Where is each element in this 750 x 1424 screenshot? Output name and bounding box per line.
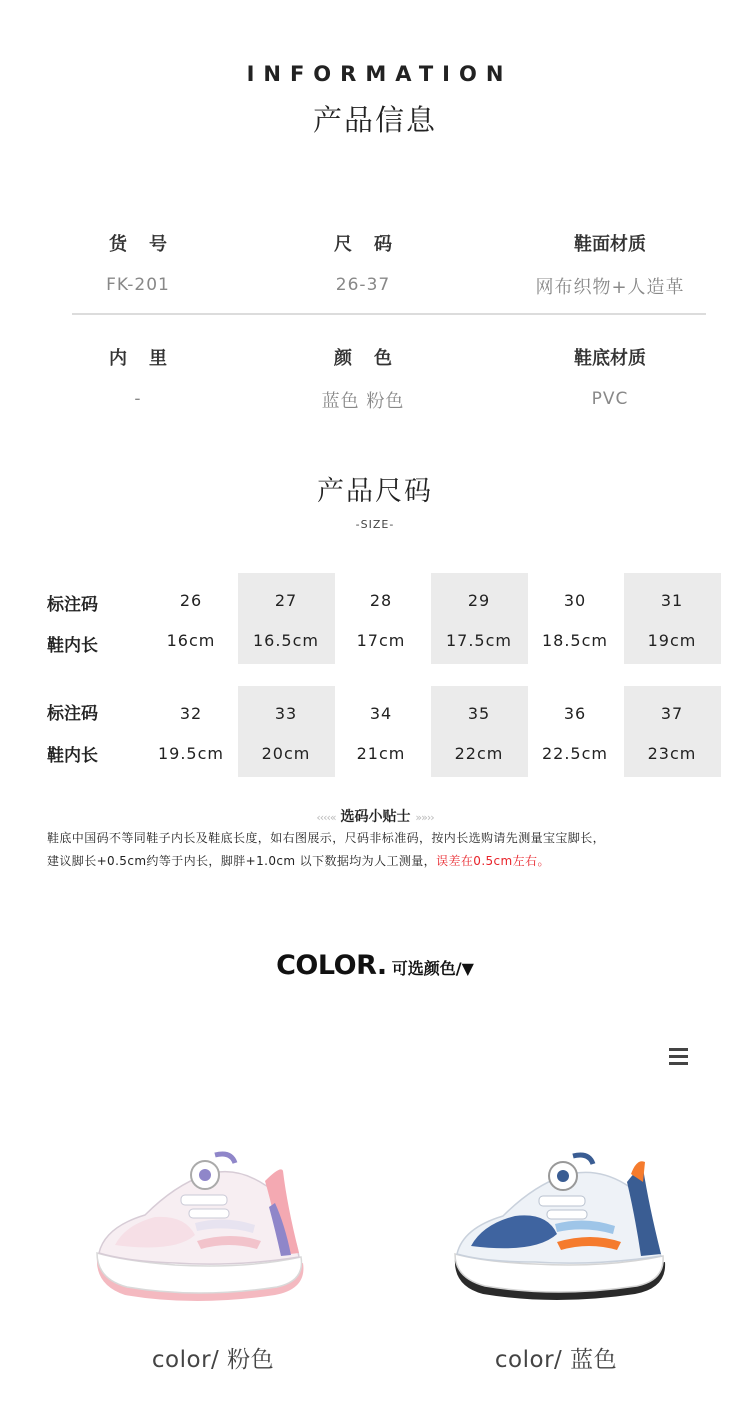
size-subtitle: -SIZE- (355, 518, 395, 531)
length-cell: 18.5cm (541, 631, 608, 650)
info-value-sole: PVC (591, 389, 629, 409)
size-cell: 26 (179, 591, 203, 610)
size-cell: 36 (563, 704, 587, 723)
row-label-length: 鞋内长 (47, 636, 98, 656)
size-cell: 34 (369, 704, 393, 723)
info-label-item-no: 货号 (109, 234, 189, 255)
info-label-lining: 内里 (109, 348, 189, 369)
length-cell: 21cm (356, 744, 406, 763)
length-cell: 22.5cm (541, 744, 608, 763)
tips-title (0, 806, 750, 826)
length-cell: 23cm (647, 744, 697, 763)
info-value-size: 26-37 (335, 275, 391, 295)
length-cell: 19cm (647, 631, 697, 650)
tips-line-2-warning: 误差在0.5cm左右。 (436, 854, 550, 868)
size-title: 产品尺码 (317, 476, 433, 507)
info-label-sole: 鞋底材质 (574, 348, 646, 369)
info-divider (72, 313, 706, 315)
row-label-length: 鞋内长 (47, 746, 98, 766)
info-value-upper: 网布织物+人造革 (535, 277, 685, 298)
length-cell: 19.5cm (157, 744, 224, 763)
info-value-item-no: FK-201 (106, 275, 170, 295)
tips-line-1: 鞋底中国码不等同鞋子内长及鞋底长度，如右图展示，尺码非标准码，按内长选购请先测量宝宝脚长， (47, 831, 606, 845)
tips-line-2-normal: 建议脚长+0.5cm约等于内长，脚胖+1.0cm 以下数据均为人工测量， (47, 854, 437, 868)
length-cell: 22cm (454, 744, 504, 763)
shade-column (238, 573, 335, 664)
tips-deco-right: »»›› (415, 811, 434, 824)
title-en: INFORMATION (246, 62, 513, 86)
row-label-size: 标注码 (47, 595, 98, 615)
info-value-lining: - (134, 389, 142, 409)
color-heading (0, 950, 750, 981)
tips-title-text: 选码小贴士 (340, 809, 411, 825)
shade-column (238, 686, 335, 777)
color-caption-blue: color/ 蓝色 (494, 1347, 618, 1373)
menu-icon[interactable] (669, 1048, 689, 1066)
info-label-color: 颜色 (334, 348, 414, 369)
info-label-size: 尺码 (334, 234, 414, 255)
pink-shoe-image (85, 1145, 315, 1315)
length-cell: 16.5cm (252, 631, 319, 650)
size-cell: 29 (467, 591, 491, 610)
title-cn: 产品信息 (312, 103, 437, 137)
shade-column (431, 573, 528, 664)
size-cell: 35 (467, 704, 491, 723)
length-cell: 17cm (356, 631, 406, 650)
row-label-size: 标注码 (47, 704, 98, 724)
size-cell: 32 (179, 704, 203, 723)
size-cell: 37 (660, 704, 684, 723)
length-cell: 17.5cm (445, 631, 512, 650)
shade-column (624, 686, 721, 777)
tips-line-2 (47, 852, 717, 869)
tips-deco-left: ‹‹‹‹« (316, 811, 336, 824)
length-cell: 20cm (261, 744, 311, 763)
color-heading-cn: 可选颜色/▼ (391, 959, 474, 978)
shade-column (624, 573, 721, 664)
size-cell: 33 (274, 704, 298, 723)
info-label-upper: 鞋面材质 (574, 234, 646, 255)
color-heading-en: COLOR. (276, 950, 387, 981)
size-cell: 27 (274, 591, 298, 610)
length-cell: 16cm (166, 631, 216, 650)
info-value-color: 蓝色 粉色 (321, 391, 405, 412)
size-cell: 31 (660, 591, 684, 610)
size-cell: 30 (563, 591, 587, 610)
color-caption-pink: color/ 粉色 (151, 1347, 275, 1373)
size-cell: 28 (369, 591, 393, 610)
blue-shoe-image (445, 1150, 675, 1320)
shade-column (431, 686, 528, 777)
